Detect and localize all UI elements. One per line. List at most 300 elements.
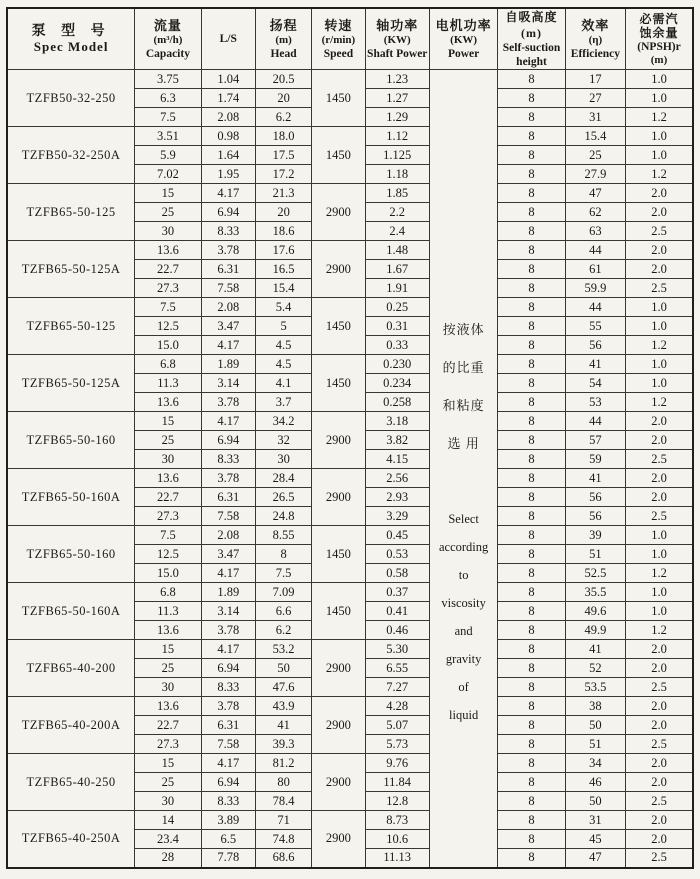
table-row xyxy=(7,298,693,317)
npsh-cell: 2.0 xyxy=(626,431,693,450)
capacity-cell: 5.9 xyxy=(135,146,201,165)
table-row xyxy=(7,754,693,773)
suction-cell: 8 xyxy=(498,602,565,621)
efficiency-cell: 41 xyxy=(565,469,625,488)
capacity-cell: 7.02 xyxy=(135,165,201,184)
head-cell: 8 xyxy=(255,545,311,564)
npsh-cell: 1.0 xyxy=(626,374,693,393)
npsh-cell: 1.0 xyxy=(626,89,693,108)
power-selection-note xyxy=(429,70,497,868)
header-eff-en: Efficiency xyxy=(570,47,620,60)
efficiency-cell: 50 xyxy=(565,792,625,811)
npsh-cell: 2.0 xyxy=(626,811,693,830)
efficiency-cell: 49.9 xyxy=(565,621,625,640)
header-eff-zh: 效率 xyxy=(581,17,610,33)
suction-cell: 8 xyxy=(498,165,565,184)
capacity-cell: 25 xyxy=(135,203,201,222)
shaft-power-cell: 1.67 xyxy=(365,260,429,279)
shaft-power-cell: 5.73 xyxy=(365,735,429,754)
suction-cell: 8 xyxy=(498,374,565,393)
efficiency-cell: 39 xyxy=(565,526,625,545)
ls-cell: 1.89 xyxy=(201,355,255,374)
capacity-cell: 6.8 xyxy=(135,583,201,602)
efficiency-cell: 63 xyxy=(565,222,625,241)
model-cell: TZFB65-50-160A xyxy=(7,469,135,526)
efficiency-cell: 41 xyxy=(565,640,625,659)
efficiency-cell: 31 xyxy=(565,108,625,127)
shaft-power-cell: 1.27 xyxy=(365,89,429,108)
shaft-power-cell: 0.45 xyxy=(365,526,429,545)
head-cell: 15.4 xyxy=(255,279,311,298)
npsh-cell: 2.0 xyxy=(626,488,693,507)
header-suction-en: Self-suction xyxy=(502,42,561,54)
capacity-cell: 13.6 xyxy=(135,621,201,640)
ls-cell: 4.17 xyxy=(201,336,255,355)
suction-cell: 8 xyxy=(498,849,565,868)
suction-cell: 8 xyxy=(498,583,565,602)
shaft-power-cell: 6.55 xyxy=(365,659,429,678)
speed-cell: 1450 xyxy=(312,298,365,355)
suction-cell: 8 xyxy=(498,735,565,754)
column-header-self-suction xyxy=(498,8,565,70)
header-row xyxy=(7,8,693,70)
npsh-cell: 2.5 xyxy=(626,792,693,811)
ls-cell: 6.94 xyxy=(201,203,255,222)
model-cell: TZFB65-50-125A xyxy=(7,241,135,298)
efficiency-cell: 44 xyxy=(565,241,625,260)
capacity-cell: 13.6 xyxy=(135,241,201,260)
table-row xyxy=(7,412,693,431)
column-header-capacity xyxy=(135,8,201,70)
power-note-zh: 按液体 的比重 和粘度 选 用 xyxy=(442,322,485,452)
suction-cell: 8 xyxy=(498,222,565,241)
efficiency-cell: 59 xyxy=(565,450,625,469)
header-shaft-en: Shaft Power xyxy=(367,47,428,60)
suction-cell: 8 xyxy=(498,621,565,640)
table-row xyxy=(7,697,693,716)
shaft-power-cell: 7.27 xyxy=(365,678,429,697)
efficiency-cell: 44 xyxy=(565,298,625,317)
ls-cell: 1.04 xyxy=(201,70,255,89)
suction-cell: 8 xyxy=(498,716,565,735)
npsh-cell: 2.0 xyxy=(626,203,693,222)
shaft-power-cell: 5.07 xyxy=(365,716,429,735)
capacity-cell: 30 xyxy=(135,222,201,241)
suction-cell: 8 xyxy=(498,526,565,545)
capacity-cell: 6.3 xyxy=(135,89,201,108)
shaft-power-cell: 0.234 xyxy=(365,374,429,393)
model-cell: TZFB65-50-160A xyxy=(7,583,135,640)
capacity-cell: 22.7 xyxy=(135,260,201,279)
head-cell: 6.6 xyxy=(255,602,311,621)
shaft-power-cell: 3.18 xyxy=(365,412,429,431)
npsh-cell: 1.0 xyxy=(626,583,693,602)
npsh-cell: 2.0 xyxy=(626,830,693,849)
ls-cell: 6.31 xyxy=(201,488,255,507)
shaft-power-cell: 0.31 xyxy=(365,317,429,336)
header-shaft-zh: 轴功率 xyxy=(376,17,419,33)
suction-cell: 8 xyxy=(498,431,565,450)
ls-cell: 4.17 xyxy=(201,412,255,431)
header-head-unit: (m) xyxy=(275,33,292,46)
column-header-efficiency xyxy=(565,8,625,70)
header-capacity-zh: 流量 xyxy=(153,17,182,33)
capacity-cell: 7.5 xyxy=(135,298,201,317)
efficiency-cell: 27 xyxy=(565,89,625,108)
suction-cell: 8 xyxy=(498,754,565,773)
head-cell: 24.8 xyxy=(255,507,311,526)
capacity-cell: 15 xyxy=(135,640,201,659)
ls-cell: 3.47 xyxy=(201,317,255,336)
shaft-power-cell: 0.37 xyxy=(365,583,429,602)
speed-cell: 2900 xyxy=(312,241,365,298)
head-cell: 41 xyxy=(255,716,311,735)
head-cell: 78.4 xyxy=(255,792,311,811)
shaft-power-cell: 1.12 xyxy=(365,127,429,146)
ls-cell: 6.5 xyxy=(201,830,255,849)
suction-cell: 8 xyxy=(498,488,565,507)
efficiency-cell: 34 xyxy=(565,754,625,773)
ls-cell: 7.58 xyxy=(201,507,255,526)
capacity-cell: 28 xyxy=(135,849,201,868)
suction-cell: 8 xyxy=(498,792,565,811)
capacity-cell: 15 xyxy=(135,754,201,773)
head-cell: 17.6 xyxy=(255,241,311,260)
npsh-cell: 2.0 xyxy=(626,241,693,260)
efficiency-cell: 27.9 xyxy=(565,165,625,184)
model-cell: TZFB65-40-200 xyxy=(7,640,135,697)
column-header-motor-power xyxy=(429,8,497,70)
shaft-power-cell: 1.48 xyxy=(365,241,429,260)
header-speed-en: Speed xyxy=(323,47,354,60)
suction-cell: 8 xyxy=(498,507,565,526)
model-cell: TZFB65-50-125 xyxy=(7,298,135,355)
efficiency-cell: 59.9 xyxy=(565,279,625,298)
npsh-cell: 2.0 xyxy=(626,469,693,488)
npsh-cell: 2.0 xyxy=(626,754,693,773)
capacity-cell: 3.51 xyxy=(135,127,201,146)
suction-cell: 8 xyxy=(498,659,565,678)
speed-cell: 2900 xyxy=(312,184,365,241)
head-cell: 71 xyxy=(255,811,311,830)
ls-cell: 6.94 xyxy=(201,431,255,450)
shaft-power-cell: 0.41 xyxy=(365,602,429,621)
column-header-head xyxy=(255,8,311,70)
ls-cell: 7.58 xyxy=(201,735,255,754)
suction-cell: 8 xyxy=(498,146,565,165)
efficiency-cell: 44 xyxy=(565,412,625,431)
suction-cell: 8 xyxy=(498,203,565,222)
shaft-power-cell: 3.29 xyxy=(365,507,429,526)
speed-cell: 2900 xyxy=(312,412,365,469)
npsh-cell: 1.0 xyxy=(626,526,693,545)
suction-cell: 8 xyxy=(498,393,565,412)
efficiency-cell: 35.5 xyxy=(565,583,625,602)
ls-cell: 1.89 xyxy=(201,583,255,602)
suction-cell: 8 xyxy=(498,355,565,374)
suction-cell: 8 xyxy=(498,317,565,336)
ls-cell: 6.31 xyxy=(201,260,255,279)
model-cell: TZFB65-50-125A xyxy=(7,355,135,412)
npsh-cell: 2.5 xyxy=(626,450,693,469)
efficiency-cell: 46 xyxy=(565,773,625,792)
npsh-cell: 1.2 xyxy=(626,621,693,640)
power-note-en: Select according to viscosity and gravity of liquid xyxy=(438,512,489,723)
ls-cell: 1.95 xyxy=(201,165,255,184)
header-head-en: Head xyxy=(270,47,297,60)
column-header-spec-model xyxy=(7,8,135,70)
npsh-cell: 1.2 xyxy=(626,108,693,127)
capacity-cell: 15.0 xyxy=(135,336,201,355)
npsh-cell: 2.0 xyxy=(626,716,693,735)
shaft-power-cell: 2.4 xyxy=(365,222,429,241)
suction-cell: 8 xyxy=(498,697,565,716)
shaft-power-cell: 11.13 xyxy=(365,849,429,868)
npsh-cell: 1.0 xyxy=(626,127,693,146)
table-row xyxy=(7,526,693,545)
ls-cell: 3.89 xyxy=(201,811,255,830)
efficiency-cell: 17 xyxy=(565,70,625,89)
ls-cell: 8.33 xyxy=(201,792,255,811)
suction-cell: 8 xyxy=(498,184,565,203)
header-suction-en2: height xyxy=(516,56,547,68)
ls-cell: 3.78 xyxy=(201,241,255,260)
npsh-cell: 2.5 xyxy=(626,678,693,697)
shaft-power-cell: 1.18 xyxy=(365,165,429,184)
head-cell: 30 xyxy=(255,450,311,469)
ls-cell: 4.17 xyxy=(201,184,255,203)
shaft-power-cell: 3.82 xyxy=(365,431,429,450)
speed-cell: 2900 xyxy=(312,811,365,868)
header-eff-symbol: (η) xyxy=(588,33,603,46)
head-cell: 3.7 xyxy=(255,393,311,412)
shaft-power-cell: 0.25 xyxy=(365,298,429,317)
shaft-power-cell: 1.91 xyxy=(365,279,429,298)
head-cell: 53.2 xyxy=(255,640,311,659)
npsh-cell: 2.0 xyxy=(626,260,693,279)
head-cell: 5 xyxy=(255,317,311,336)
capacity-cell: 6.8 xyxy=(135,355,201,374)
head-cell: 7.5 xyxy=(255,564,311,583)
header-npsh-zh1: 必需汽 xyxy=(639,11,679,26)
model-cell: TZFB65-40-250 xyxy=(7,754,135,811)
model-cell: TZFB65-40-200A xyxy=(7,697,135,754)
suction-cell: 8 xyxy=(498,279,565,298)
model-cell: TZFB50-32-250A xyxy=(7,127,135,184)
header-ls-label: L/S xyxy=(219,33,237,45)
head-cell: 74.8 xyxy=(255,830,311,849)
head-cell: 26.5 xyxy=(255,488,311,507)
header-model-zh: 泵 型 号 xyxy=(31,24,111,39)
head-cell: 20 xyxy=(255,89,311,108)
efficiency-cell: 50 xyxy=(565,716,625,735)
speed-cell: 1450 xyxy=(312,355,365,412)
suction-cell: 8 xyxy=(498,450,565,469)
model-cell: TZFB65-50-125 xyxy=(7,184,135,241)
capacity-cell: 22.7 xyxy=(135,716,201,735)
npsh-cell: 2.5 xyxy=(626,222,693,241)
head-cell: 18.6 xyxy=(255,222,311,241)
npsh-cell: 2.5 xyxy=(626,849,693,868)
suction-cell: 8 xyxy=(498,564,565,583)
capacity-cell: 30 xyxy=(135,678,201,697)
efficiency-cell: 53 xyxy=(565,393,625,412)
header-shaft-unit: (KW) xyxy=(383,33,411,46)
suction-cell: 8 xyxy=(498,298,565,317)
ls-cell: 2.08 xyxy=(201,108,255,127)
ls-cell: 3.47 xyxy=(201,545,255,564)
speed-cell: 1450 xyxy=(312,70,365,127)
npsh-cell: 1.0 xyxy=(626,545,693,564)
efficiency-cell: 41 xyxy=(565,355,625,374)
ls-cell: 8.33 xyxy=(201,678,255,697)
efficiency-cell: 47 xyxy=(565,849,625,868)
efficiency-cell: 49.6 xyxy=(565,602,625,621)
head-cell: 20.5 xyxy=(255,70,311,89)
ls-cell: 2.08 xyxy=(201,526,255,545)
npsh-cell: 1.2 xyxy=(626,564,693,583)
head-cell: 8.55 xyxy=(255,526,311,545)
capacity-cell: 13.6 xyxy=(135,393,201,412)
head-cell: 16.5 xyxy=(255,260,311,279)
header-npsh-unit: (m) xyxy=(650,53,668,66)
ls-cell: 3.78 xyxy=(201,393,255,412)
suction-cell: 8 xyxy=(498,412,565,431)
table-row xyxy=(7,583,693,602)
head-cell: 34.2 xyxy=(255,412,311,431)
suction-cell: 8 xyxy=(498,336,565,355)
shaft-power-cell: 1.29 xyxy=(365,108,429,127)
ls-cell: 8.33 xyxy=(201,450,255,469)
shaft-power-cell: 11.84 xyxy=(365,773,429,792)
efficiency-cell: 25 xyxy=(565,146,625,165)
head-cell: 80 xyxy=(255,773,311,792)
capacity-cell: 15 xyxy=(135,412,201,431)
header-speed-unit: (r/min) xyxy=(321,33,356,46)
capacity-cell: 30 xyxy=(135,450,201,469)
speed-cell: 2900 xyxy=(312,469,365,526)
header-suction-zh: 自吸高度(m) xyxy=(505,10,558,40)
efficiency-cell: 31 xyxy=(565,811,625,830)
table-row xyxy=(7,70,693,89)
shaft-power-cell: 4.15 xyxy=(365,450,429,469)
ls-cell: 8.33 xyxy=(201,222,255,241)
header-power-unit: (KW) xyxy=(450,33,478,46)
header-model-en: Spec Model xyxy=(33,39,109,54)
efficiency-cell: 52.5 xyxy=(565,564,625,583)
capacity-cell: 13.6 xyxy=(135,697,201,716)
head-cell: 6.2 xyxy=(255,108,311,127)
speed-cell: 2900 xyxy=(312,697,365,754)
npsh-cell: 2.0 xyxy=(626,773,693,792)
efficiency-cell: 53.5 xyxy=(565,678,625,697)
efficiency-cell: 15.4 xyxy=(565,127,625,146)
capacity-cell: 25 xyxy=(135,773,201,792)
efficiency-cell: 45 xyxy=(565,830,625,849)
ls-cell: 1.74 xyxy=(201,89,255,108)
table-row xyxy=(7,241,693,260)
capacity-cell: 27.3 xyxy=(135,279,201,298)
model-cell: TZFB65-40-250A xyxy=(7,811,135,868)
ls-cell: 0.98 xyxy=(201,127,255,146)
shaft-power-cell: 1.85 xyxy=(365,184,429,203)
npsh-cell: 1.2 xyxy=(626,393,693,412)
ls-cell: 3.78 xyxy=(201,621,255,640)
efficiency-cell: 61 xyxy=(565,260,625,279)
header-npsh-en: (NPSH)r xyxy=(637,40,681,53)
head-cell: 17.5 xyxy=(255,146,311,165)
efficiency-cell: 55 xyxy=(565,317,625,336)
head-cell: 50 xyxy=(255,659,311,678)
capacity-cell: 7.5 xyxy=(135,108,201,127)
header-speed-zh: 转速 xyxy=(324,17,353,33)
npsh-cell: 1.0 xyxy=(626,602,693,621)
npsh-cell: 1.0 xyxy=(626,298,693,317)
head-cell: 21.3 xyxy=(255,184,311,203)
shaft-power-cell: 2.2 xyxy=(365,203,429,222)
npsh-cell: 2.0 xyxy=(626,412,693,431)
npsh-cell: 1.0 xyxy=(626,355,693,374)
shaft-power-cell: 0.58 xyxy=(365,564,429,583)
header-capacity-unit: (m³/h) xyxy=(153,33,183,46)
efficiency-cell: 51 xyxy=(565,545,625,564)
ls-cell: 7.58 xyxy=(201,279,255,298)
npsh-cell: 1.2 xyxy=(626,336,693,355)
shaft-power-cell: 9.76 xyxy=(365,754,429,773)
ls-cell: 2.08 xyxy=(201,298,255,317)
suction-cell: 8 xyxy=(498,545,565,564)
head-cell: 68.6 xyxy=(255,849,311,868)
capacity-cell: 22.7 xyxy=(135,488,201,507)
shaft-power-cell: 0.33 xyxy=(365,336,429,355)
ls-cell: 6.94 xyxy=(201,773,255,792)
suction-cell: 8 xyxy=(498,89,565,108)
shaft-power-cell: 12.8 xyxy=(365,792,429,811)
header-head-zh: 扬程 xyxy=(269,17,298,33)
speed-cell: 2900 xyxy=(312,754,365,811)
header-npsh-zh2: 蚀余量 xyxy=(639,25,679,40)
suction-cell: 8 xyxy=(498,830,565,849)
model-cell: TZFB50-32-250 xyxy=(7,70,135,127)
efficiency-cell: 62 xyxy=(565,203,625,222)
suction-cell: 8 xyxy=(498,469,565,488)
capacity-cell: 27.3 xyxy=(135,507,201,526)
column-header-ls xyxy=(201,8,255,70)
capacity-cell: 11.3 xyxy=(135,374,201,393)
capacity-cell: 23.4 xyxy=(135,830,201,849)
head-cell: 20 xyxy=(255,203,311,222)
table-row xyxy=(7,355,693,374)
head-cell: 32 xyxy=(255,431,311,450)
head-cell: 28.4 xyxy=(255,469,311,488)
capacity-cell: 11.3 xyxy=(135,602,201,621)
table-row xyxy=(7,469,693,488)
npsh-cell: 2.0 xyxy=(626,640,693,659)
efficiency-cell: 52 xyxy=(565,659,625,678)
ls-cell: 3.14 xyxy=(201,374,255,393)
npsh-cell: 1.0 xyxy=(626,317,693,336)
shaft-power-cell: 0.53 xyxy=(365,545,429,564)
capacity-cell: 7.5 xyxy=(135,526,201,545)
suction-cell: 8 xyxy=(498,811,565,830)
capacity-cell: 12.5 xyxy=(135,545,201,564)
ls-cell: 6.31 xyxy=(201,716,255,735)
shaft-power-cell: 1.125 xyxy=(365,146,429,165)
capacity-cell: 25 xyxy=(135,431,201,450)
shaft-power-cell: 8.73 xyxy=(365,811,429,830)
table-row xyxy=(7,811,693,830)
head-cell: 4.5 xyxy=(255,336,311,355)
